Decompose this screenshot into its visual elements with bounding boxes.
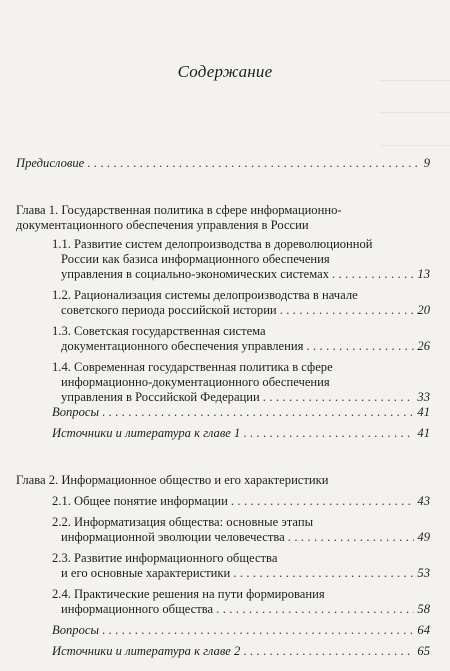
- toc-entry-last-line: [61, 267, 430, 282]
- section-title-line: России как базиса информационного обеспечения: [61, 252, 330, 266]
- chapter-heading: документационного обеспечения управления в России: [16, 218, 309, 232]
- toc-entry-preface[interactable]: [16, 156, 430, 171]
- leader-dots: [231, 494, 415, 509]
- leader-dots: [263, 390, 415, 405]
- toc-page-number: 58: [417, 602, 430, 616]
- leader-dots: [243, 426, 414, 441]
- leader-dots: [243, 644, 414, 659]
- section-title-line: 2.1. Общее понятие информации: [52, 494, 228, 508]
- section-title-line: и его основные характеристики: [61, 566, 231, 580]
- leader-dots: [233, 566, 414, 581]
- section-title-line: 2.2. Информатизация общества: основные этапы: [52, 515, 314, 529]
- toc-entry-label: Вопросы: [52, 623, 99, 637]
- section-title-line: советского периода российской истории: [61, 303, 277, 317]
- toc-entry-last-line: [61, 602, 430, 617]
- toc-entry-label: Источники и литература к главе 1: [52, 426, 241, 440]
- chapter-heading: Глава 2. Информационное общество и его характеристики: [16, 473, 329, 487]
- toc-page-number: 43: [417, 494, 430, 508]
- toc-page-number: 13: [417, 267, 430, 281]
- toc-entry-label: Вопросы: [52, 405, 99, 419]
- toc-entry-last-line: [61, 530, 430, 545]
- bleed-through-line: [380, 112, 450, 113]
- toc-page-number: 20: [417, 303, 430, 317]
- toc-page-number: 49: [417, 530, 430, 544]
- leader-dots: [280, 303, 415, 318]
- leader-dots: [332, 267, 414, 282]
- toc-page-number: 65: [417, 644, 430, 658]
- toc-entry-last-line: [61, 339, 430, 354]
- toc-entry-questions-ch1[interactable]: [52, 405, 430, 420]
- section-title-line: информационно-документационного обеспечения: [61, 375, 330, 389]
- toc-page-number: 33: [417, 390, 430, 404]
- section-title-line: управления в социально-экономических системах: [61, 267, 330, 281]
- toc-page-number: 41: [417, 426, 430, 440]
- toc-entry-sources-ch1[interactable]: [52, 426, 430, 441]
- leader-dots: [102, 405, 414, 420]
- toc-page-number: 64: [417, 623, 430, 637]
- section-title-line: информационного общества: [61, 602, 214, 616]
- toc-page-number: 26: [417, 339, 430, 353]
- leader-dots: [216, 602, 414, 617]
- section-title-line: 1.1. Развитие систем делопроизводства в дореволюционной: [52, 237, 373, 251]
- toc-page-number: 9: [423, 156, 430, 170]
- section-title-line: документационного обеспечения управления: [61, 339, 304, 353]
- toc-entry-sources-ch2[interactable]: [52, 644, 430, 659]
- leader-dots: [102, 623, 414, 638]
- toc-entry-label: Предисловие: [16, 156, 85, 170]
- section-title-line: 1.2. Рационализация системы делопроизводства в начале: [52, 288, 358, 302]
- toc-entry-label: Источники и литература к главе 2: [52, 644, 241, 658]
- leader-dots: [306, 339, 414, 354]
- leader-dots: [288, 530, 415, 545]
- section-title-line: 2.4. Практические решения на пути формирования: [52, 587, 325, 601]
- bleed-through-line: [380, 145, 450, 146]
- section-title-line: информационной эволюции человечества: [61, 530, 285, 544]
- toc-page-number: 41: [417, 405, 430, 419]
- toc-entry-section-2-1[interactable]: [52, 494, 430, 509]
- toc-entry-questions-ch2[interactable]: [52, 623, 430, 638]
- section-title-line: 1.4. Современная государственная политика в сфере: [52, 360, 333, 374]
- toc-entry-last-line: [61, 390, 430, 405]
- section-title-line: управления в Российской Федерации: [61, 390, 260, 404]
- toc-entry-last-line: [61, 303, 430, 318]
- leader-dots: [87, 156, 420, 171]
- page-title: Содержание: [177, 62, 273, 81]
- section-title-line: 1.3. Советская государственная система: [52, 324, 266, 338]
- section-title-line: 2.3. Развитие информационного общества: [52, 551, 278, 565]
- toc-entry-last-line: [61, 566, 430, 581]
- chapter-heading: Глава 1. Государственная политика в сфере информационно-: [16, 203, 342, 217]
- toc-page-number: 53: [417, 566, 430, 580]
